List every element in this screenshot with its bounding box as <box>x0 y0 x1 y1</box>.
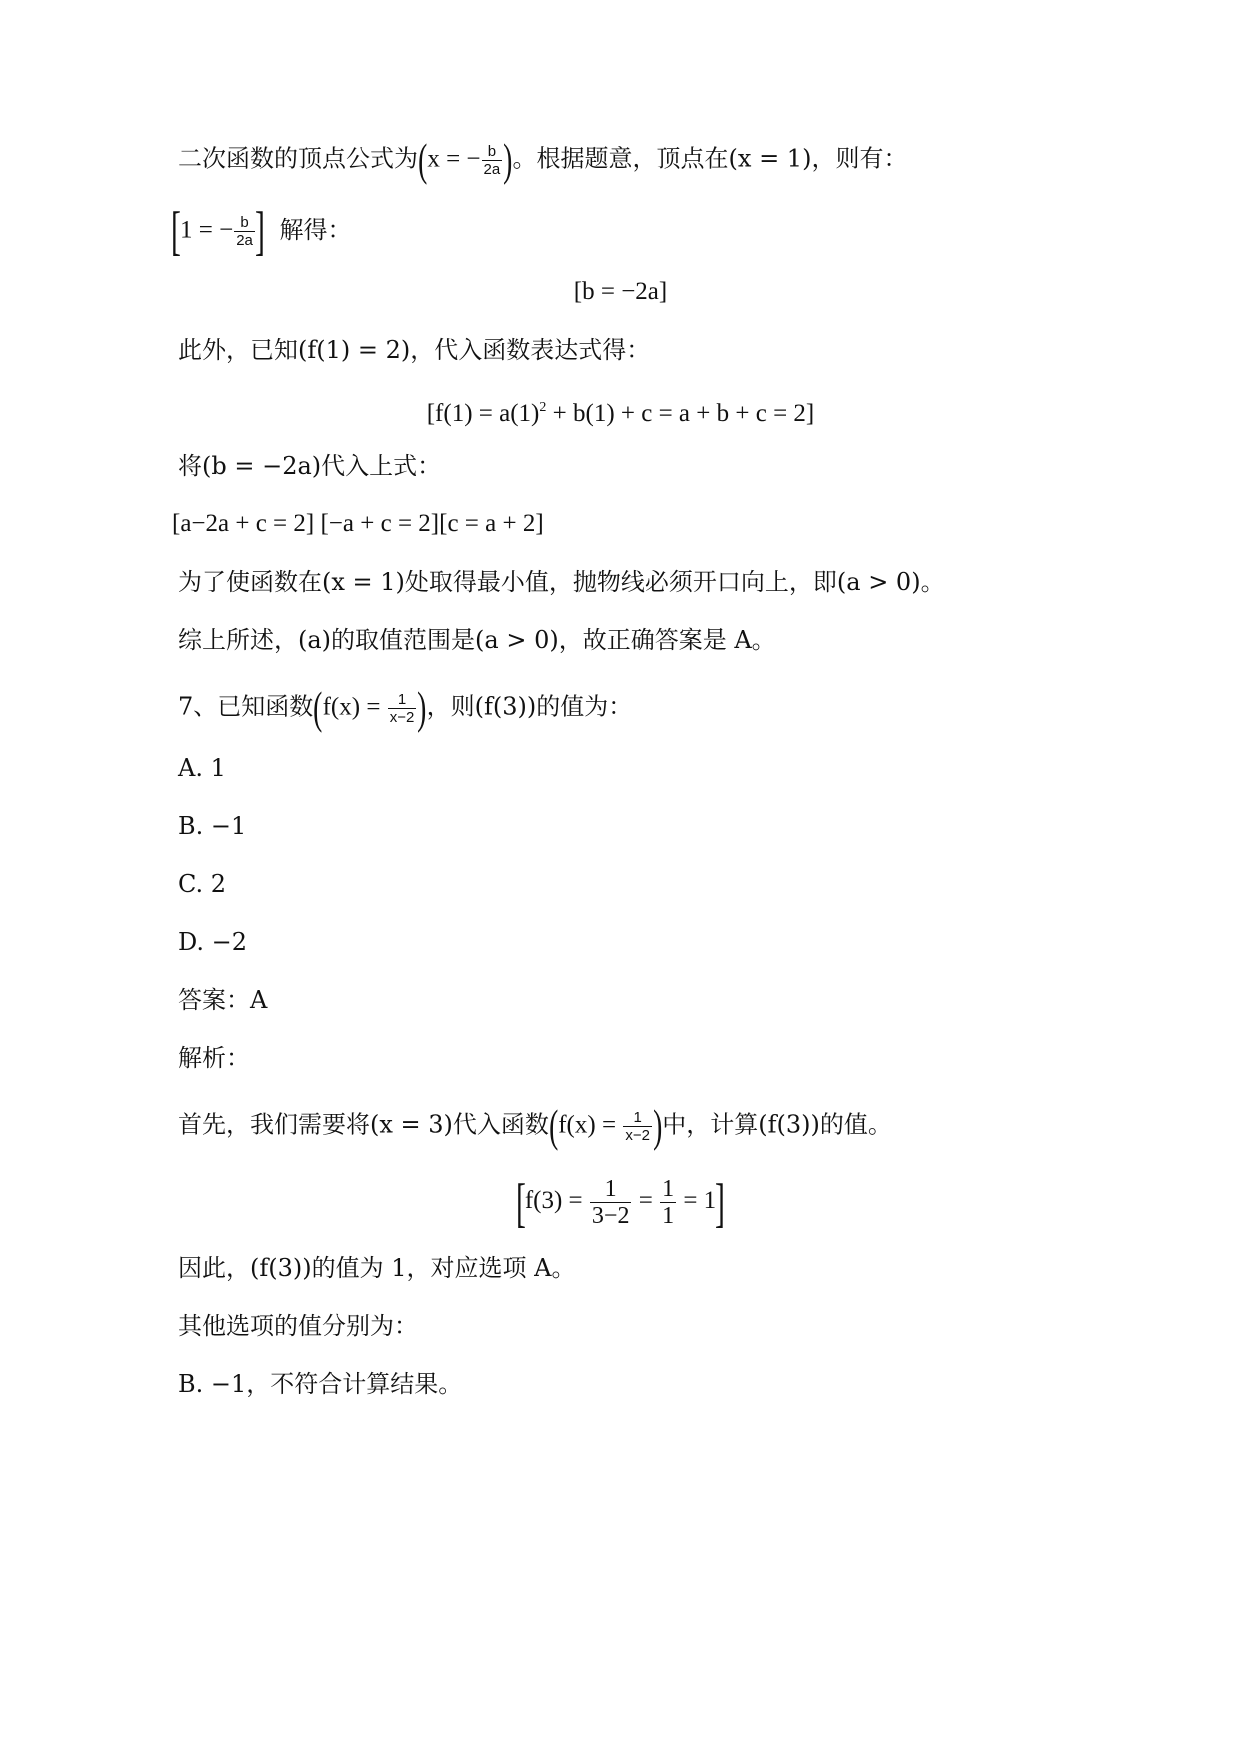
math-expression: f(x) = <box>558 1111 623 1139</box>
option-b: B. −1 <box>178 812 247 840</box>
left-paren: ( <box>418 134 428 185</box>
text-line-conclusion: 综上所述，(a)的取值范围是(a > 0)，故正确答案是 A。 <box>178 626 776 654</box>
fraction-numerator: 1 <box>662 1176 675 1202</box>
equation-f1 <box>0 392 1241 430</box>
fraction-numerator: 1 <box>388 691 417 709</box>
left-bracket: [ <box>515 1172 526 1233</box>
math-expression: = 1 <box>677 1187 717 1215</box>
text-segment: 解得： <box>279 215 352 244</box>
fraction-denominator: 2a <box>236 231 253 249</box>
text-line-substitute: 将(b = −2a)代入上式： <box>178 452 442 480</box>
fraction-numerator: b <box>234 214 255 232</box>
text-segment: 中，计算(f(3))的值。 <box>662 1110 892 1139</box>
text-segment: 7、已知函数 <box>178 692 314 721</box>
fraction-denominator: x−2 <box>625 1126 650 1144</box>
math-expression: = <box>632 1187 660 1215</box>
text-segment: 首先，我们需要将(x = 3)代入函数 <box>178 1110 549 1139</box>
left-bracket: [ <box>171 201 181 261</box>
left-paren: ( <box>548 1100 559 1151</box>
fraction-denominator: 2a <box>483 160 501 178</box>
fraction-denominator: 1 <box>662 1203 675 1229</box>
fraction <box>482 143 503 178</box>
fraction <box>388 691 417 726</box>
fraction <box>590 1176 632 1229</box>
right-paren: ) <box>652 1100 663 1151</box>
text-segment: ，则(f(3))的值为： <box>426 692 633 721</box>
math-expression: + b(1) + c = a + b + c = 2] <box>546 400 815 427</box>
fraction-numerator: b <box>482 143 503 161</box>
text-line-given: 此外，已知(f(1) = 2)，代入函数表达式得： <box>178 336 651 364</box>
text-line-other-options: 其他选项的值分别为： <box>178 1312 418 1340</box>
equation-chain: [a−2a + c = 2] [−a + c = 2][c = a + 2] <box>172 510 544 537</box>
text-line-option-b-explain: B. −1，不符合计算结果。 <box>178 1370 463 1398</box>
text-line-first-step <box>178 1100 892 1151</box>
text-segment: 二次函数的顶点公式为 <box>178 144 418 173</box>
fraction-denominator: 3−2 <box>591 1203 630 1229</box>
fraction <box>234 214 255 249</box>
fraction <box>660 1176 676 1229</box>
option-d: D. −2 <box>178 928 248 956</box>
fraction-numerator: 1 <box>623 1109 652 1127</box>
option-a: A. 1 <box>178 754 226 782</box>
superscript: 2 <box>539 400 547 415</box>
right-paren: ) <box>503 134 513 185</box>
text-line-equation-solve <box>171 201 352 261</box>
answer-line: 答案：A <box>178 986 268 1014</box>
right-bracket: ] <box>715 1172 726 1233</box>
text-line-vertex-formula <box>178 134 908 185</box>
text-line-minimum: 为了使函数在(x = 1)处取得最小值，抛物线必须开口向上，即(a > 0)。 <box>178 568 945 596</box>
fraction <box>623 1109 652 1144</box>
option-c: C. 2 <box>178 870 227 898</box>
analysis-heading: 解析： <box>178 1044 250 1072</box>
text-segment: 。根据题意，顶点在(x = 1)，则有： <box>512 144 908 173</box>
fraction-denominator: x−2 <box>389 708 415 726</box>
math-expression: 1 = − <box>179 216 234 244</box>
right-bracket: ] <box>254 201 265 261</box>
left-paren: ( <box>313 682 323 733</box>
math-expression: [f(1) = a(1) <box>426 400 540 427</box>
math-expression: f(x) = <box>322 693 387 721</box>
right-paren: ) <box>417 682 427 733</box>
math-expression: x = − <box>427 145 481 173</box>
text-line-therefore: 因此，(f(3))的值为 1，对应选项 A。 <box>178 1254 576 1282</box>
math-expression: f(3) = <box>524 1187 589 1215</box>
fraction-numerator: 1 <box>590 1176 632 1203</box>
equation-f3 <box>0 1172 1241 1233</box>
equation-b-equals: [b = −2a] <box>573 278 668 305</box>
question-7 <box>178 682 633 733</box>
